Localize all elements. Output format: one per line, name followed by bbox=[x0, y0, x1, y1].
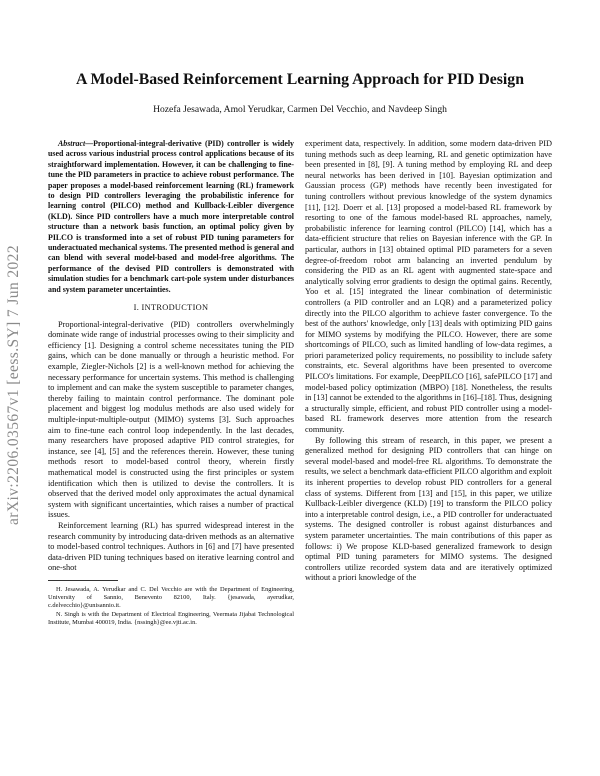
intro-paragraph-2: Reinforcement learning (RL) has spurred widespread interest in the research community by introducing data-driven methods as an alternative to model-based control techniques. Authors in [6] and [7] have presented data-driven PID tuning techniques based on iterative learning control and one-shot bbox=[48, 520, 294, 573]
intro-paragraph-1: Proportional-integral-derivative (PID) controllers overwhelmingly dominate wide range of industrial processes owing to their simplicity and efficiency [1]. Designing a control scheme necessitates tuning the PID gains, which can be done manually or through a heuristic method. For example, Ziegler-Nichols [2] is a well-known method for achieving the necessary performance for uncertain systems. This method is challenging to implement and can make the system susceptible to parameter changes, thereby failing to maintain control performance. The dominant pole placement and biggest log modulus methods are also used widely for multiple-input-multiple-output (MIMO) systems [3]. Such approaches aim to fine-tune each control loop independently. In the last decades, many researchers have proposed adaptive PID control strategies, for instance, see [4], [5] and the references therein. However, these tuning methods resort to model-based control theory, wherein firstly mathematical model is constructed using the first principles or system identification which then is utilized to devise the controllers. It is observed that the derived model only approximates the actual dynamical system with significant uncertainties, which raises a number of practical issues. bbox=[48, 319, 294, 520]
section-heading: I. INTRODUCTION bbox=[133, 303, 209, 313]
abstract-separator: — bbox=[85, 139, 94, 148]
right-column bbox=[305, 139, 552, 584]
abstract bbox=[48, 139, 294, 295]
abstract-text: Proportional-integral-derivative (PID) controller is widely used across various industrial process control applications because of its straightforward implementation. However, it can be challenging to fine-tune the PID parameters in practice to achieve robust performance. The paper proposes a model-based reinforcement learning (RL) framework to design PID controllers leveraging the probabilistic inference for learning control (PILCO) method and Kullback-Leibler divergence (KLD). Since PID controllers have a much more interpretable control structure than a network basis function, an optimal policy given by PILCO is transformed into a set of robust PID tuning parameters for underactuated mechanical systems. The presented method is general and can blend with several model-based and model-free algorithms. The performance of the devised PID controllers is demonstrated with simulation studies for a benchmark cart-pole system under disturbances and system parameter uncertainties. bbox=[48, 139, 294, 294]
footnote-rule bbox=[48, 580, 118, 581]
footnote-affiliation-2: N. Singh is with the Department of Electrical Engineering, Veermata Jijabai Technological Institute, Mumbai 400019, India. {nssingh}@ee.vjti.ac.in. bbox=[48, 610, 294, 626]
arxiv-stamp-text: arXiv:2206.03567v1 [eess.SY] 7 Jun 2022 bbox=[5, 245, 22, 525]
author-list: Hozefa Jesawada, Amol Yerudkar, Carmen Del Vecchio, and Navdeep Singh bbox=[153, 104, 447, 115]
intro-paragraph-3: experiment data, respectively. In addition, some modern data-driven PID tuning methods such as deep learning, RL and genetic optimization have been presented in [8], [9]. A tuning method by employing RL and deep neural networks has been derived in [10]. Bayesian optimization and Gaussian process (GP) methods have recently been investigated for tuning controllers without previous knowledge of the system dynamics [11], [12]. Doerr et al. [13] proposed a model-based RL framework by resorting to one of the famous model-based RL approaches, namely, probabilistic inference for learning control (PILCO) [14], which has a data-efficient structure that relies on Bayesian inference with the GP. In particular, authors in [13] obtained optimal PID parameters for a seven degree-of-freedom robot arm balancing an inverted pendulum by considering the PID as an RL agent with augmented state-space and analytically solving error gradients to design the optimal gains. Recently, Yoo et al. [15] integrated the linear combination of deterministic controllers (a PID controller and an LQR) and a parameterized policy directly into the PILCO algorithm to achieve faster convergence. To the best of the authors' knowledge, only [13] deals with optimizing PID gains for MIMO systems by modifying the PILCO. However, there are some shortcomings of PILCO, such as limited handling of low-data regimes, a priori parameterized policy requirements, no possibility to include safety constraints, etc. Several algorithms have been presented to overcome PILCO's limitations. For example, DeepPILCO [16], safePILCO [17] and model-based policy optimization (MBPO) [18]. Nonetheless, the results in [13] cannot be extended to the algorithms in [16]–[18]. Thus, designing a structurally simple, efficient, and robust PID controller using a model-based RL framework deserves more attention from the research community. bbox=[305, 139, 552, 435]
footnote-affiliation-1: H. Jesawada, A. Yerudkar and C. Del Vecchio are with the Department of Engineering, University of Sannio, Benevento 82100, Italy. {jesawada, ayerudkar, c.delvecchio}@unisannio.it. bbox=[48, 585, 294, 610]
left-column bbox=[48, 139, 294, 627]
footnotes bbox=[48, 586, 294, 627]
abstract-label: Abstract bbox=[58, 139, 86, 148]
intro-paragraph-4: By following this stream of research, in this paper, we present a generalized method for designing PID controllers that can hinge on several model-based and model-free RL algorithms. To demonstrate the results, we select a benchmark data-efficient PILCO algorithm and exploit its inherent properties to develop robust PID controllers for a general class of systems. Different from [13] and [15], in this paper, we utilize Kullback-Leibler divergence (KLD) [19] to transform the PILCO policy into a interpretable control design, i.e., a PID controller for underactuated systems. The designed controller is robust against disturbances and system parameter uncertainties. The main contributions of this paper as follows: i) We propose KLD-based generalized framework to design optimal PID tuning parameters for MIMO systems. The designed controllers utilize recorded system data and are iteratively optimized without a priori knowledge of the bbox=[305, 435, 552, 583]
arxiv-stamp bbox=[0, 160, 28, 610]
paper-title: A Model-Based Reinforcement Learning Approach for PID Design bbox=[75, 71, 524, 88]
